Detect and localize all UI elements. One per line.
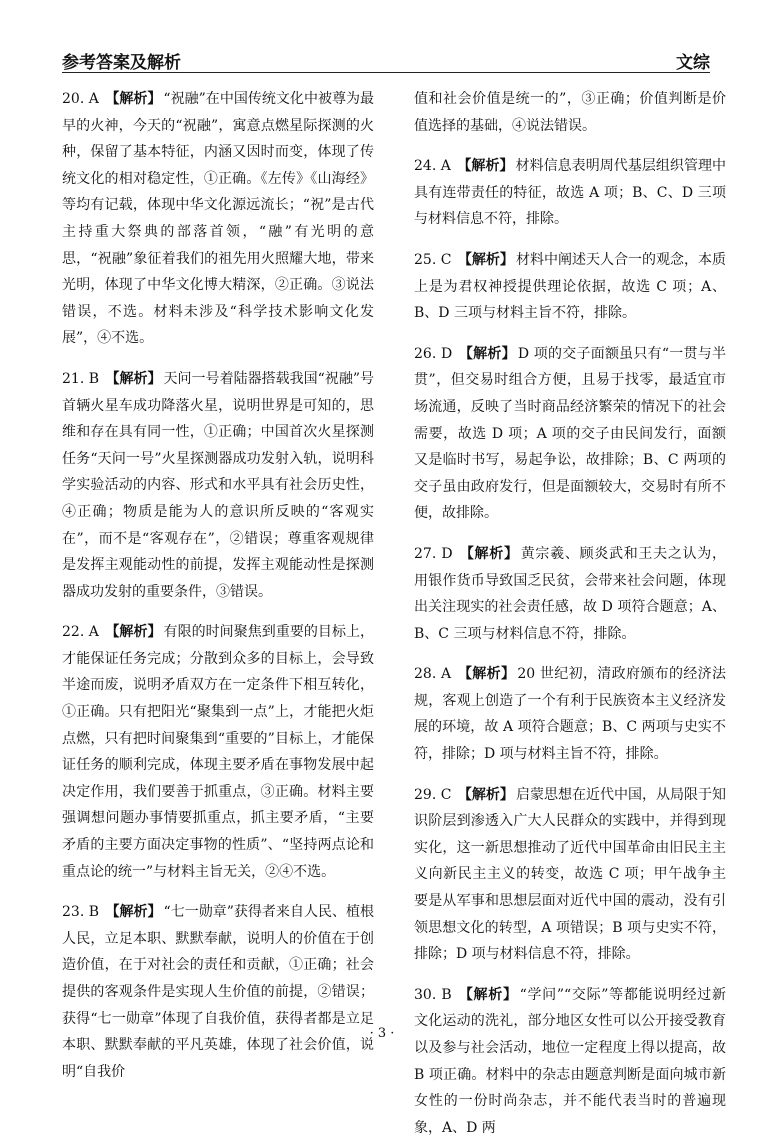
analysis-tag: 【解析】 — [459, 545, 519, 562]
answer-number: 25. C — [414, 251, 452, 268]
answer-text: “七一勋章”获得者来自人民、植根人民，立足本职、默默奉献，说明人的价值在于创造价值，在于对社会的责任和贡献，①正确；社会提供的客观条件是实现人生价值的前提，②错误；获得“七一勋章”体现了自我价值，获得者都是立足本职、默默奉献的平凡英雄，体现了社会价值，说明“自我价 — [62, 904, 374, 1080]
answer-item — [414, 782, 726, 968]
answer-text: 天问一号着陆器搭载我国“祝融”号首辆火星车成功降落火星，说明世界是可知的，思维和存在具有同一性，①正确；中国首次火星探测任务“天问一号”火星探测器成功发射入轨，说明科学实验活动的内容、形式和水平具有社会历史性，④正确；物质是能为人的意识所反映的“客观实在”，而不是“客观存在”，②错误；尊重客观规律是发挥主观能动性的前提，发挥主观能动性是探测器成功发射的重要条件，③错误。 — [62, 370, 374, 600]
answer-item — [62, 899, 374, 1085]
answer-text: D 项的交子面额虽只有“一贯与半贯”，但交易时组合方便，且易于找零，最适宜市场流通，反映了当时商品经济繁荣的情况下的社会需要，故选 D 项；A 项的交子由民间发行，面额又是临时书写，易起争讼，故排除；B、C 两项的交子虽由政府发行，但是面额较大，交易时有所不便，故排除。 — [414, 345, 727, 522]
answer-number: 29. C — [414, 786, 452, 803]
answer-text: 材料信息表明周代基层组织管理中具有连带责任的特征，故选 A 项；B、C、D 三项与材料信息不符，排除。 — [414, 158, 727, 228]
answer-item — [62, 86, 374, 352]
answer-text: 启蒙思想在近代中国，从局限于知识阶层到渗透入广大人民群众的实践中，并得到现实化，这一新思想推动了近代中国革命由旧民主主义向新民主主义的转变，故选 C 项；甲午战争主要是从军事和思想层面对近代中国的震动，没有引领思想文化的转型，A 项错误；B 项与史实不符，排除；D 项与材料信息不符，排除。 — [414, 786, 727, 963]
analysis-tag: 【解析】 — [105, 370, 162, 387]
answer-number: 24. A — [414, 158, 451, 175]
analysis-tag: 【解析】 — [105, 91, 162, 107]
answer-text: 黄宗羲、顾炎武和王夫之认为，用银作货币导致国乏民贫，会带来社会问题，体现出关注现实的社会责任感，故 D 项符合题意；A、B、C 三项与材料信息不符，排除。 — [414, 545, 727, 642]
header-subject: 文综 — [676, 53, 710, 73]
answer-item — [414, 153, 726, 233]
answer-item — [414, 341, 726, 527]
answer-item — [62, 366, 374, 605]
answer-item — [414, 661, 726, 767]
page-number: · 3 · — [369, 1026, 395, 1041]
answer-number: 21. B — [62, 370, 100, 387]
answer-number: 27. D — [414, 545, 453, 562]
page-header — [62, 42, 710, 73]
analysis-tag: 【解析】 — [457, 786, 514, 803]
left-column — [62, 86, 374, 1088]
answer-text: “祝融”在中国传统文化中被尊为最早的火神，今天的“祝融”，寓意点燃星际探测的火种，保留了基本特征，内涵又因时而变，体现了传统文化的相对稳定性，①正确。《左传》《山海经》等均有记载，体现中华文化源远流长；“祝”是古代主持重大祭典的部落首领，“融”有光明的意思，“祝融”象征着我们的祖先用火照耀大地，带来光明，体现了中华文化博大精深，②正确。③说法错误，不选。材料未涉及“科学技术影响文化发展”，④不选。 — [62, 91, 375, 347]
answer-number: 28. A — [414, 666, 452, 683]
answer-text: 材料中阐述天人合一的观念，本质上是为君权神授提供理论依据，故选 C 项；A、B、D 三项与材料主旨不符，排除。 — [414, 251, 727, 322]
answer-item-continued — [414, 86, 726, 139]
answer-number: 23. B — [62, 904, 100, 921]
answer-text: 20 世纪初，清政府颁布的经济法规，客观上创造了一个有利于民族资本主义经济发展的环境，故 A 项符合题意；B、C 两项与史实不符，排除；D 项与材料主旨不符，排除。 — [414, 666, 727, 763]
answer-item — [414, 982, 726, 1142]
analysis-tag: 【解析】 — [105, 904, 162, 921]
analysis-tag: 【解析】 — [457, 158, 514, 175]
analysis-tag: 【解析】 — [457, 666, 516, 683]
analysis-tag: 【解析】 — [457, 251, 514, 268]
answer-text: 有限的时间聚焦到重要的目标上，才能保证任务完成；分散到众多的目标上，会导致半途而废，说明矛盾双方在一定条件下相互转化，①正确。只有把阳光“聚集到一点”上，才能把火炬点燃，只有把时间聚集到“重要的”目标上，才能保证任务的顺利完成，体现主要矛盾在事物发展中起决定作用，我们要善于抓重点，③正确。材料主要强调想问题办事情要抓重点，抓主要矛盾，“主要矛盾的主要方面决定事物的性质”、“坚持两点论和重点论的统一”与材料主旨无关，②④不选。 — [62, 624, 375, 880]
header-title: 参考答案及解析 — [62, 53, 181, 73]
analysis-tag: 【解析】 — [458, 345, 516, 362]
answer-number: 26. D — [414, 345, 453, 362]
answer-item — [62, 619, 374, 885]
answer-item — [414, 541, 726, 647]
answer-item — [414, 247, 726, 327]
answer-number: 22. A — [62, 624, 99, 641]
right-column — [414, 86, 726, 1144]
answer-text: “学问”“交际”等都能说明经过新文化运动的洗礼，部分地区女性可以公开接受教育以及参与社会活动，地位一定程度上得以提高，故 B 项正确。材料中的杂志由题意判断是面向城市新女性的一份时尚杂志，并不能代表当时的普遍现象，A、D 两 — [414, 986, 726, 1136]
analysis-tag: 【解析】 — [105, 624, 162, 641]
answer-number: 30. B — [414, 986, 452, 1003]
analysis-tag: 【解析】 — [458, 986, 518, 1003]
answer-text: 值和社会价值是统一的”，③正确；价值判断是价值选择的基础，④说法错误。 — [414, 91, 726, 134]
answer-number: 20. A — [62, 91, 99, 107]
